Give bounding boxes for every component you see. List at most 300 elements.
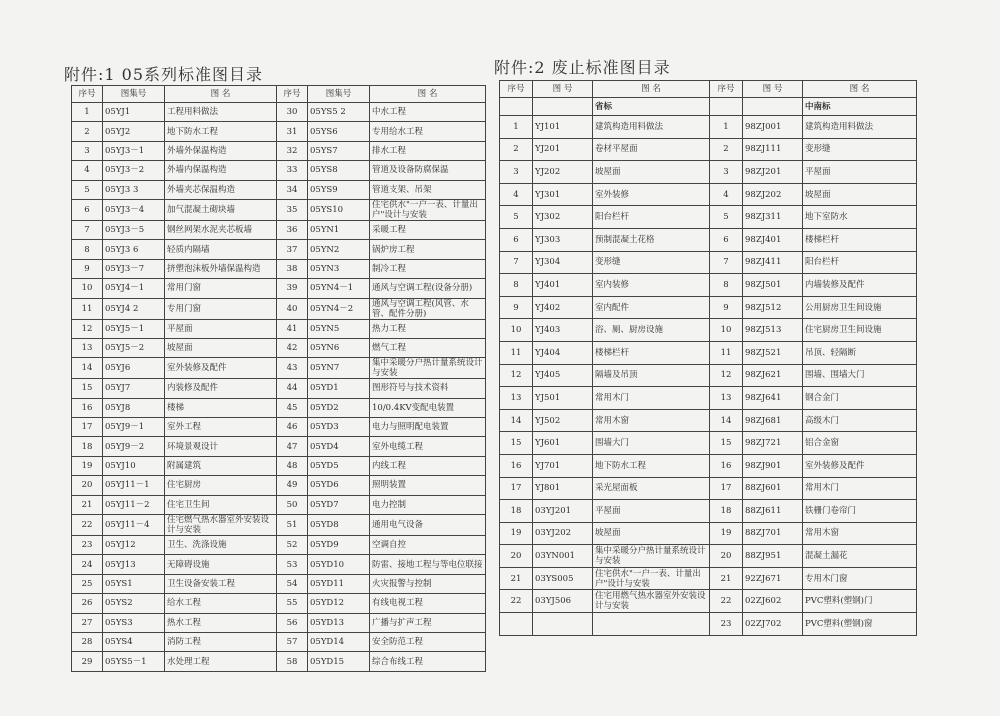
table-row — [72, 398, 486, 417]
table2-cell: 1 — [500, 116, 533, 139]
table-row — [500, 183, 917, 206]
table1-cell: 图形符号与技术资料 — [370, 379, 486, 398]
table2-cell: 9 — [500, 296, 533, 319]
table1-cell: 住宅燃气热水器室外安装设计与安装 — [165, 515, 277, 536]
table2-cell: 阳台栏杆 — [803, 251, 917, 274]
table2-cell: YJ303 — [533, 228, 593, 251]
table1-cell: 28 — [72, 632, 103, 651]
table1-cell: 轻质内隔墙 — [165, 240, 277, 259]
table-row — [500, 364, 917, 387]
table1-cell: 室外电缆工程 — [370, 437, 486, 456]
table1-cell: 36 — [277, 220, 308, 239]
table-row — [500, 251, 917, 274]
table1-cell: 29 — [72, 652, 103, 671]
table2-cell: 住宅厨房卫生间设施 — [803, 319, 917, 342]
table2-cell: YJ301 — [533, 183, 593, 206]
table2-cell: 98ZJ901 — [743, 454, 803, 477]
table1-cell: 05YS9 — [308, 180, 370, 199]
table1-cell: 05YJ3－5 — [103, 220, 165, 239]
table2-cell: YJ404 — [533, 341, 593, 364]
table1-cell: 31 — [277, 122, 308, 141]
section-label-central-south: 中南标 — [803, 98, 917, 116]
table-row — [500, 228, 917, 251]
table2-header-cell: 序号 — [710, 81, 743, 98]
table1-cell: 12 — [72, 319, 103, 338]
table-row — [72, 180, 486, 199]
table2-cell: 平屋面 — [593, 500, 710, 523]
table2-cell: 内墙装修及配件 — [803, 274, 917, 297]
table1-cell: 楼梯 — [165, 398, 277, 417]
table1-cell: 51 — [277, 515, 308, 536]
table1-cell: 1 — [72, 103, 103, 122]
table2-cell: 15 — [710, 432, 743, 455]
table1-cell: 14 — [72, 358, 103, 379]
table-row — [72, 613, 486, 632]
table2-cell: 吊顶、轻隔断 — [803, 341, 917, 364]
table2-cell: 8 — [710, 274, 743, 297]
table2-header-cell: 图 号 — [743, 81, 803, 98]
table1-title: 附件:1 05系列标准图目录 — [64, 65, 264, 84]
table1-cell: 05YS5－1 — [103, 652, 165, 671]
table2-cell: 02ZJ602 — [743, 590, 803, 613]
table1-cell: 6 — [72, 199, 103, 220]
table1-cell: 45 — [277, 398, 308, 417]
table2-cell: 7 — [500, 251, 533, 274]
table1-cell: 05YJ1 — [103, 103, 165, 122]
table2-cell: YJ502 — [533, 409, 593, 432]
table1-cell: 49 — [277, 476, 308, 495]
table1-cell: 05YN1 — [308, 220, 370, 239]
table1-cell: 住宅厨房 — [165, 476, 277, 495]
table2-cell: 常用木窗 — [593, 409, 710, 432]
table2-cell: 22 — [710, 590, 743, 613]
table2-cell: 钢合金门 — [803, 387, 917, 410]
table2-cell: 室外装修及配件 — [803, 454, 917, 477]
table1-cell: 27 — [72, 613, 103, 632]
table2-cell: 10 — [710, 319, 743, 342]
table1-cell: 10 — [72, 279, 103, 298]
table1-cell: 24 — [72, 555, 103, 574]
table2-cell: 23 — [710, 613, 743, 636]
table1-cell: 05YJ6 — [103, 358, 165, 379]
table1-cell: 05YS4 — [103, 632, 165, 651]
table2-cell: 坡屋面 — [803, 183, 917, 206]
table1-cell: 专用门窗 — [165, 298, 277, 319]
table2-cell: 6 — [500, 228, 533, 251]
table2-cell: 高级木门 — [803, 409, 917, 432]
table1-cell: 46 — [277, 418, 308, 437]
table2-cell: PVC塑料(塑钢)门 — [803, 590, 917, 613]
table1-cell: 05YS3 — [103, 613, 165, 632]
table2-header-row — [500, 81, 917, 98]
table1-cell: 05YJ3－1 — [103, 141, 165, 160]
table1-cell: 05YJ13 — [103, 555, 165, 574]
table1-cell: 05YJ3 3 — [103, 180, 165, 199]
table1-cell: 05YD6 — [308, 476, 370, 495]
table1-cell: 卫生设备安装工程 — [165, 574, 277, 593]
table1-cell: 8 — [72, 240, 103, 259]
table1-cell: 05YJ12 — [103, 536, 165, 555]
table2-header-cell: 图 名 — [593, 81, 710, 98]
table1-cell: 05YN2 — [308, 240, 370, 259]
table-row — [72, 555, 486, 574]
table-row — [500, 161, 917, 184]
table-row — [500, 138, 917, 161]
table1-cell: 集中采暖分户热计量系统设计与安装 — [370, 358, 486, 379]
table1-cell: 附属建筑 — [165, 456, 277, 475]
table1-cell: 外墙内保温构造 — [165, 161, 277, 180]
table1-cell: 15 — [72, 379, 103, 398]
table2-cell: 15 — [500, 432, 533, 455]
table1-cell: 给水工程 — [165, 594, 277, 613]
table2-cell: 2 — [500, 138, 533, 161]
table2-cell: 98ZJ621 — [743, 364, 803, 387]
table1-cell: 26 — [72, 594, 103, 613]
table2-cell: 19 — [500, 522, 533, 545]
table1-cell: 05YJ9－2 — [103, 437, 165, 456]
table2-cell: 阳台栏杆 — [593, 206, 710, 229]
table-row — [500, 116, 917, 139]
table1-cell: 05YN7 — [308, 358, 370, 379]
table-row — [72, 199, 486, 220]
table1-cell: 锅炉房工程 — [370, 240, 486, 259]
table1-cell: 05YD15 — [308, 652, 370, 671]
table2-cell: 平屋面 — [803, 161, 917, 184]
table1-cell: 专用给水工程 — [370, 122, 486, 141]
table1-cell: 火灾报警与控制 — [370, 574, 486, 593]
table2-cell: 02ZJ702 — [743, 613, 803, 636]
table2-cell: 98ZJ202 — [743, 183, 803, 206]
table1-cell: 05YN4－2 — [308, 298, 370, 319]
table1-cell: 常用门窗 — [165, 279, 277, 298]
table2-cell: 铁栅门卷帘门 — [803, 500, 917, 523]
table-row — [72, 632, 486, 651]
table2-cell: 9 — [710, 296, 743, 319]
table1-cell: 54 — [277, 574, 308, 593]
table1-cell: 05YJ3 6 — [103, 240, 165, 259]
table2-cell: 3 — [710, 161, 743, 184]
table2-cell: 2 — [710, 138, 743, 161]
table2-cell: 常用木门 — [803, 477, 917, 500]
section-row — [500, 98, 917, 116]
table-row — [72, 220, 486, 239]
table1-cell: 室外工程 — [165, 418, 277, 437]
table1-cell: 05YD8 — [308, 515, 370, 536]
table-05-series — [71, 85, 486, 672]
table1-cell: 防雷、接地工程与等电位联接 — [370, 555, 486, 574]
table1-cell: 05YD9 — [308, 536, 370, 555]
table2-cell: 12 — [710, 364, 743, 387]
table1-cell: 05YD4 — [308, 437, 370, 456]
table-row — [72, 418, 486, 437]
table2-cell: YJ202 — [533, 161, 593, 184]
table-row — [500, 319, 917, 342]
table1-cell: 55 — [277, 594, 308, 613]
table1-cell: 23 — [72, 536, 103, 555]
table1-cell: 52 — [277, 536, 308, 555]
table-row — [500, 409, 917, 432]
table2-cell: 88ZJ701 — [743, 522, 803, 545]
table1-cell: 40 — [277, 298, 308, 319]
table2-cell: 1 — [710, 116, 743, 139]
table2-cell: 18 — [500, 500, 533, 523]
table1-cell: 7 — [72, 220, 103, 239]
table-row — [72, 240, 486, 259]
table1-cell: 19 — [72, 456, 103, 475]
table1-cell: 05YJ10 — [103, 456, 165, 475]
table1-cell: 16 — [72, 398, 103, 417]
table1-cell: 通风与空调工程(设备分册) — [370, 279, 486, 298]
table2-cell: YJ801 — [533, 477, 593, 500]
table1-cell: 05YJ5－1 — [103, 319, 165, 338]
table2-cell: 常用木门 — [593, 387, 710, 410]
table2-cell: 03YJ506 — [533, 590, 593, 613]
table1-cell: 坡屋面 — [165, 338, 277, 357]
table1-cell: 05YS5 2 — [308, 103, 370, 122]
table1-cell: 39 — [277, 279, 308, 298]
table1-header-cell: 图 名 — [165, 86, 277, 103]
table1-header-cell: 序号 — [277, 86, 308, 103]
table2-cell: 88ZJ601 — [743, 477, 803, 500]
table1-cell: 工程用料做法 — [165, 103, 277, 122]
table2-cell: 7 — [710, 251, 743, 274]
table2-cell: 14 — [710, 409, 743, 432]
table2-cell: YJ402 — [533, 296, 593, 319]
table2-cell: 98ZJ681 — [743, 409, 803, 432]
table1-cell: 05YD14 — [308, 632, 370, 651]
table-row — [500, 500, 917, 523]
table1-cell: 内装修及配件 — [165, 379, 277, 398]
table1-cell: 05YJ5－2 — [103, 338, 165, 357]
table1-cell: 燃气工程 — [370, 338, 486, 357]
table-abolished — [499, 80, 917, 636]
table2-cell: 98ZJ311 — [743, 206, 803, 229]
table2-cell: 室外装修 — [593, 183, 710, 206]
table-row — [72, 437, 486, 456]
table-row — [72, 379, 486, 398]
table2-cell: 14 — [500, 409, 533, 432]
table1-cell: 05YJ11－1 — [103, 476, 165, 495]
table2-cell: 17 — [500, 477, 533, 500]
table2-cell: YJ701 — [533, 454, 593, 477]
table2-cell: 8 — [500, 274, 533, 297]
table1-header-cell: 图集号 — [103, 86, 165, 103]
table2-cell: 变形缝 — [803, 138, 917, 161]
table2-cell — [593, 613, 710, 636]
table1-cell: 广播与扩声工程 — [370, 613, 486, 632]
table-row — [72, 652, 486, 671]
table2-cell: YJ601 — [533, 432, 593, 455]
table-row — [72, 495, 486, 514]
table-row — [500, 274, 917, 297]
table-row — [72, 515, 486, 536]
table2-cell: 3 — [500, 161, 533, 184]
table-row — [500, 432, 917, 455]
table2-cell: 4 — [500, 183, 533, 206]
table2-cell: 楼梯栏杆 — [593, 341, 710, 364]
table1-cell: 42 — [277, 338, 308, 357]
table1-cell: 环境景观设计 — [165, 437, 277, 456]
table1-cell: 05YJ4 2 — [103, 298, 165, 319]
table1-cell: 05YD1 — [308, 379, 370, 398]
table1-cell: 无障碍设施 — [165, 555, 277, 574]
table1-cell: 05YJ8 — [103, 398, 165, 417]
table1-cell: 05YJ4－1 — [103, 279, 165, 298]
table1-cell: 电力控制 — [370, 495, 486, 514]
table1-cell: 05YJ7 — [103, 379, 165, 398]
table-row — [72, 456, 486, 475]
table1-cell: 管道支架、吊架 — [370, 180, 486, 199]
table2-cell: YJ201 — [533, 138, 593, 161]
table2-cell: 常用木窗 — [803, 522, 917, 545]
table2-cell: 98ZJ401 — [743, 228, 803, 251]
table1-cell: 内线工程 — [370, 456, 486, 475]
table1-cell: 外墙外保温构造 — [165, 141, 277, 160]
table1-cell: 56 — [277, 613, 308, 632]
table1-cell: 22 — [72, 515, 103, 536]
table2-cell: 98ZJ111 — [743, 138, 803, 161]
table1-cell: 综合布线工程 — [370, 652, 486, 671]
table2-cell: 建筑构造用料做法 — [803, 116, 917, 139]
table2-cell: 20 — [710, 545, 743, 568]
table1-cell: 43 — [277, 358, 308, 379]
table1-cell: 排水工程 — [370, 141, 486, 160]
table2-cell: 98ZJ411 — [743, 251, 803, 274]
table1-cell: 20 — [72, 476, 103, 495]
table1-cell: 制冷工程 — [370, 259, 486, 278]
table1-cell: 18 — [72, 437, 103, 456]
table1-cell: 05YN4－1 — [308, 279, 370, 298]
table2-cell: 住宅用燃气热水器室外安装设计与安装 — [593, 590, 710, 613]
table-row — [500, 454, 917, 477]
table2-cell: 98ZJ641 — [743, 387, 803, 410]
table2-cell: PVC塑料(塑钢)窗 — [803, 613, 917, 636]
table-row — [500, 477, 917, 500]
table-row — [72, 103, 486, 122]
table1-cell: 50 — [277, 495, 308, 514]
table2-cell: 围墙、围墙大门 — [803, 364, 917, 387]
table2-cell — [533, 613, 593, 636]
table-row — [72, 279, 486, 298]
table1-cell: 住宅卫生间 — [165, 495, 277, 514]
table1-cell: 25 — [72, 574, 103, 593]
table1-cell: 05YD12 — [308, 594, 370, 613]
table1-cell: 热水工程 — [165, 613, 277, 632]
table2-cell: 11 — [500, 341, 533, 364]
table-row — [72, 259, 486, 278]
table1-cell: 05YJ3－2 — [103, 161, 165, 180]
table2-cell: 03YS005 — [533, 567, 593, 590]
table1-cell: 热力工程 — [370, 319, 486, 338]
table2-cell: 16 — [500, 454, 533, 477]
table2-cell: 采光屋面板 — [593, 477, 710, 500]
table2-cell: 铝合金窗 — [803, 432, 917, 455]
table2-cell: 03YN001 — [533, 545, 593, 568]
table1-cell: 05YJ3－4 — [103, 199, 165, 220]
table2-cell: YJ403 — [533, 319, 593, 342]
table1-cell: 05YS2 — [103, 594, 165, 613]
table1-cell: 37 — [277, 240, 308, 259]
table2-cell: 5 — [710, 206, 743, 229]
table1-cell: 21 — [72, 495, 103, 514]
table2-header-cell: 图 号 — [533, 81, 593, 98]
table1-cell: 住宅供水"一户一表、计量出户"设计与安装 — [370, 199, 486, 220]
table1-cell: 47 — [277, 437, 308, 456]
table2-cell: 混凝土漏花 — [803, 545, 917, 568]
table2-cell: 03YJ202 — [533, 522, 593, 545]
table1-cell: 17 — [72, 418, 103, 437]
table1-cell: 05YS7 — [308, 141, 370, 160]
table2-cell: 21 — [500, 567, 533, 590]
table1-cell: 05YS6 — [308, 122, 370, 141]
table1-cell: 32 — [277, 141, 308, 160]
table1-cell: 57 — [277, 632, 308, 651]
table2-cell: 20 — [500, 545, 533, 568]
table1-cell: 05YJ9－1 — [103, 418, 165, 437]
table2-cell: 集中采暖分户热计量系统设计与安装 — [593, 545, 710, 568]
table1-cell: 05YD5 — [308, 456, 370, 475]
table1-cell: 05YJ11－4 — [103, 515, 165, 536]
table1-cell: 安全防范工程 — [370, 632, 486, 651]
table-row — [500, 522, 917, 545]
table-row — [72, 476, 486, 495]
table2-cell: 17 — [710, 477, 743, 500]
table2-cell: 浴、厕、厨房设施 — [593, 319, 710, 342]
table1-cell: 05YN5 — [308, 319, 370, 338]
table2-cell: YJ405 — [533, 364, 593, 387]
table1-cell: 05YJ3－7 — [103, 259, 165, 278]
table2-cell: 室内配件 — [593, 296, 710, 319]
table1-header-cell: 图 名 — [370, 86, 486, 103]
table-row — [500, 341, 917, 364]
table2-cell: YJ401 — [533, 274, 593, 297]
table-row — [500, 387, 917, 410]
table2-cell: 室内装修 — [593, 274, 710, 297]
table1-cell: 05YD13 — [308, 613, 370, 632]
table2-cell: 6 — [710, 228, 743, 251]
table1-cell: 58 — [277, 652, 308, 671]
table2-cell: 地下防水工程 — [593, 454, 710, 477]
table2-cell: 10 — [500, 319, 533, 342]
table1-cell: 35 — [277, 199, 308, 220]
table2-cell — [500, 98, 533, 116]
table1-cell: 05YD3 — [308, 418, 370, 437]
table1-cell: 采暖工程 — [370, 220, 486, 239]
table1-cell: 33 — [277, 161, 308, 180]
table2-cell: 13 — [710, 387, 743, 410]
table1-cell: 05YD10 — [308, 555, 370, 574]
table1-cell: 通风与空调工程(风管、水管、配件分册) — [370, 298, 486, 319]
table2-cell: 19 — [710, 522, 743, 545]
table1-cell: 53 — [277, 555, 308, 574]
table-row — [72, 298, 486, 319]
table1-cell: 中水工程 — [370, 103, 486, 122]
table-row — [500, 206, 917, 229]
table2-cell — [500, 613, 533, 636]
table2-cell: 88ZJ951 — [743, 545, 803, 568]
table1-cell: 外墙夹芯保温构造 — [165, 180, 277, 199]
table1-cell: 地下防水工程 — [165, 122, 277, 141]
table1-cell: 05YD7 — [308, 495, 370, 514]
table2-header-cell: 序号 — [500, 81, 533, 98]
table2-cell: 98ZJ201 — [743, 161, 803, 184]
table1-cell: 05YN3 — [308, 259, 370, 278]
table1-cell: 4 — [72, 161, 103, 180]
table2-cell: 地下室防水 — [803, 206, 917, 229]
table1-cell: 38 — [277, 259, 308, 278]
table-row — [500, 590, 917, 613]
table-row — [72, 574, 486, 593]
